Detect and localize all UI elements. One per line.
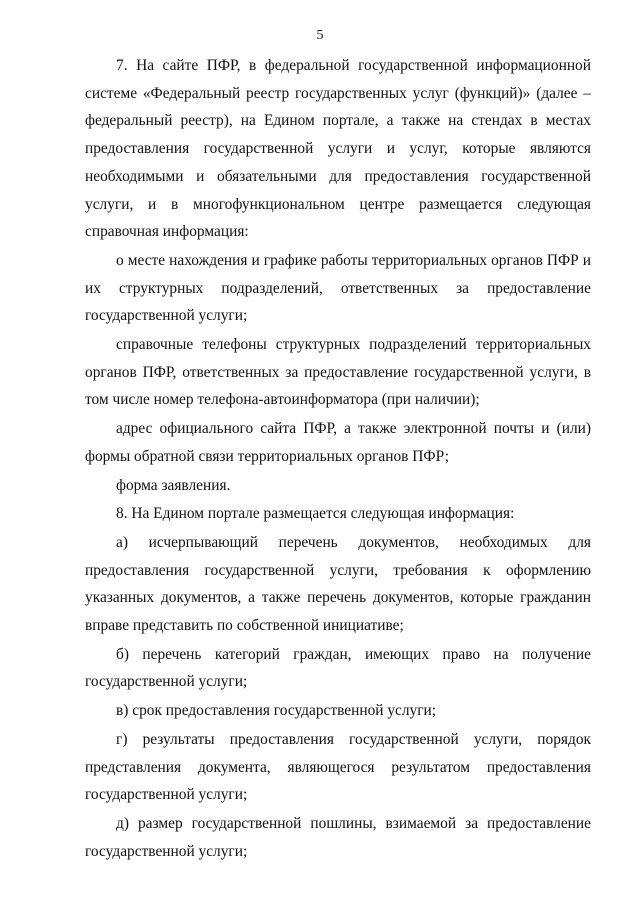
list-item-d: д) размер государственной пошлины, взимаемой за предоставление государственной услуги; <box>85 814 591 860</box>
page-number: 5 <box>316 28 324 43</box>
list-item-v: в) срок предоставления государственной услуги; <box>116 702 437 720</box>
list-item-b: б) перечень категорий граждан, имеющих право на получение государственной услуги; <box>85 645 591 691</box>
list-item-g: г) результаты предоставления государственной услуги, порядок представления документа, являющегося результатом предоставления государственной услуги; <box>85 730 591 804</box>
paragraph-location-schedule: о месте нахождения и графике работы территориальных органов ПФР и их структурных подразделений, ответственных за предоставление государственной услуги; <box>85 251 591 325</box>
paragraph-application-form: форма заявления. <box>116 476 231 494</box>
paragraph-8-intro: 8. На Едином портале размещается следующая информация: <box>116 505 515 523</box>
list-item-a: а) исчерпывающий перечень документов, необходимых для предоставления государственной услуги, требования к оформлению указанных документов, а также перечень документов, которые гражданин вправе представить по собственной инициативе; <box>85 533 591 635</box>
paragraph-website-email: адрес официального сайта ПФР, а также электронной почты и (или) формы обратной связи территориальных органов ПФР; <box>85 420 591 465</box>
document-body <box>85 52 591 865</box>
paragraph-7-intro: 7. На сайте ПФР, в федеральной государственной информационной системе «Федеральный реестр государственных услуг (функций)» (далее – федеральный реестр), на Едином портале, а также на стендах в местах предоставления государственной услуги и услуг, которые являются необходимыми и обязательными для предоставления государственной услуги, и в многофункциональном центре размещается следующая справочная информация: <box>85 57 591 241</box>
paragraph-phones: справочные телефоны структурных подразделений территориальных органов ПФР, ответственных за предоставление государственной услуги, в том числе номер телефона-автоинформатора (при наличии); <box>85 336 591 409</box>
